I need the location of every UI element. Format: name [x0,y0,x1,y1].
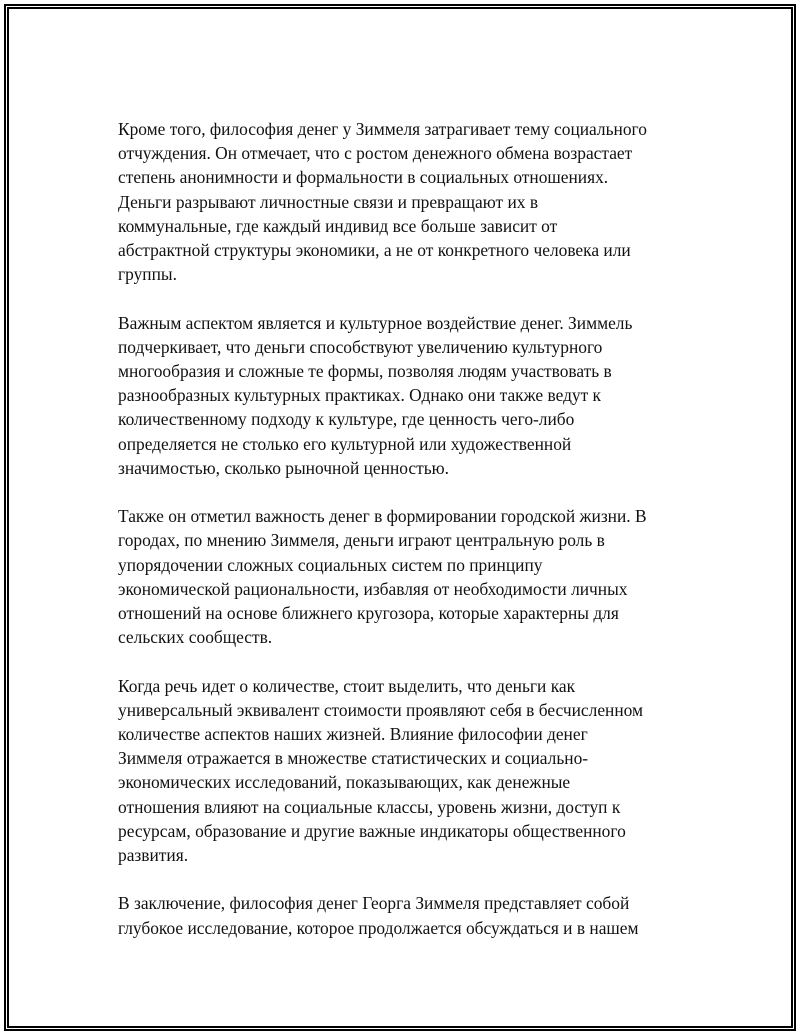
text-line: глубокое исследование, которое продолжается обсуждаться и в нашем [118,917,639,938]
text-line: В заключение, философия денег Георга Зиммеля представляет собой [118,893,630,914]
paragraph-1 [118,117,698,286]
text-line: отношений на основе ближнего кругозора, которые характерны для [118,603,619,624]
text-line: Когда речь идет о количестве, стоит выделить, что деньги как [118,675,576,696]
paragraph-5 [118,891,698,939]
text-line: экономических исследований, показывающих, как денежные [118,772,571,793]
text-line: развития. [118,845,189,866]
text-line: группы. [118,264,177,285]
text-line: Важным аспектом является и культурное воздействие денег. Зиммель [118,312,633,333]
paragraph-4 [118,674,698,868]
document-body [118,117,698,964]
text-line: подчеркивает, что деньги способствуют увеличению культурного [118,336,603,357]
text-line: значимостью, сколько рыночной ценностью. [118,457,449,478]
paragraph-3 [118,504,698,649]
text-line: Также он отметил важность денег в формировании городской жизни. В [118,506,647,527]
text-line: степень анонимности и формальности в социальных отношениях. [118,167,609,188]
text-line: многообразия и сложные те формы, позволяя людям участвовать в [118,361,612,382]
text-line: городах, по мнению Зиммеля, деньги играют центральную роль в [118,530,605,551]
text-line: ресурсам, образование и другие важные индикаторы общественного [118,820,626,841]
text-line: Зиммеля отражается в множестве статистических и социально- [118,748,589,769]
text-line: универсальный эквивалент стоимости проявляют себя в бесчисленном [118,699,644,720]
text-line: отношения влияют на социальные классы, уровень жизни, доступ к [118,796,621,817]
text-line: коммунальные, где каждый индивид все больше зависит от [118,215,558,236]
text-line: Кроме того, философия денег у Зиммеля затрагивает тему социального [118,119,647,139]
text-line: сельских сообществ. [118,627,273,648]
text-line: определяется не столько его культурной или художественной [118,433,572,454]
text-line: Деньги разрывают личностные связи и превращают их в [118,191,539,212]
text-line: количественному подходу к культуре, где ценность чего-либо [118,409,575,430]
paragraph-2 [118,311,698,480]
text-line: абстрактной структуры экономики, а не от конкретного человека или [118,240,631,261]
text-line: упорядочении сложных социальных систем по принципу [118,554,543,575]
text-line: количестве аспектов наших жизней. Влияние философии денег [118,724,588,745]
text-line: отчуждения. Он отмечает, что с ростом денежного обмена возрастает [118,143,633,164]
text-line: разнообразных культурных практиках. Однако они также ведут к [118,385,602,406]
text-line: экономической рациональности, избавляя от необходимости личных [118,578,628,599]
